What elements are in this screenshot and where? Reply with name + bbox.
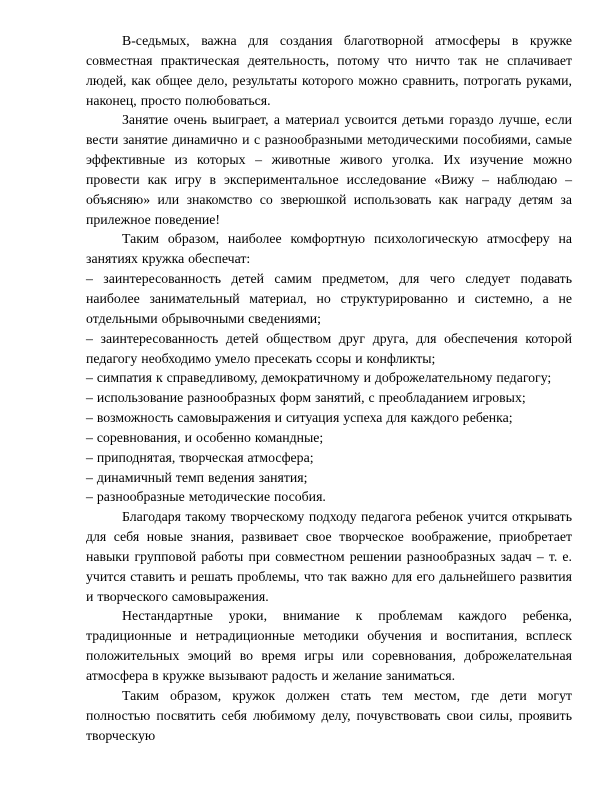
list-item: – динамичный темп ведения занятия; <box>86 469 308 485</box>
paragraph: Таким образом, наиболее комфортную психологическую атмосферу на занятиях кружка обеспечат: <box>86 231 572 267</box>
paragraph: В-седьмых, важна для создания благотворной атмосферы в кружке совместная практическая деятельность, потому что ничто так не сплачивает людей, как общее дело, результаты которого можно сравнить, потрогать руками, наконец, просто полюбоваться. <box>86 33 572 108</box>
list-item: – заинтересованность детей обществом друг друга, для обеспечения которой педагогу необходимо умело пресекать ссоры и конфликты; <box>86 330 572 366</box>
paragraph: Занятие очень выиграет, а материал усвоится детьми гораздо лучше, если вести занятие динамично и с разнообразными методическими пособиями, самые эффективные из которых – животные живого уголка. Их изучение можно провести как игру в экспериментальное исследование «Вижу – наблюдаю – объясняю» или знакомство со зверюшкой использовать как награду детям за прилежное поведение! <box>86 112 572 227</box>
document-body <box>86 31 572 745</box>
list-item: – возможность самовыражения и ситуация успеха для каждого ребенка; <box>86 410 513 426</box>
paragraph: Благодаря такому творческому подходу педагога ребенок учится открывать для себя новые знания, развивает свое творческое воображение, приобретает навыки групповой работы при совместном решении разнообразных задач – т. е. учится ставить и решать проблемы, что так важно для его дальнейшего развития и творческого самовыражения. <box>86 509 572 604</box>
list-item: – соревнования, и особенно командные; <box>86 429 324 445</box>
list-item: – использование разнообразных форм занятий, с преобладанием игровых; <box>86 390 526 406</box>
list-item: – заинтересованность детей самим предметом, для чего следует подавать наиболее занимательный материал, но структурированно и системно, а не отдельными обрывочными сведениями; <box>86 271 572 326</box>
list-item: – разнообразные методические пособия. <box>86 489 326 505</box>
list-item: – симпатия к справедливому, демократичному и доброжелательному педагогу; <box>86 370 552 386</box>
paragraph: Таким образом, кружок должен стать тем местом, где дети могут полностью посвятить себя любимому делу, почувствовать свои силы, проявить творческую <box>86 687 572 743</box>
list-item: – приподнятая, творческая атмосфера; <box>86 449 314 465</box>
paragraph: Нестандартные уроки, внимание к проблемам каждого ребенка, традиционные и нетрадиционные методики обучения и воспитания, всплеск положительных эмоций во время игры или соревнования, доброжелательная атмосфера в кружке вызывают радость и желание заниматься. <box>86 608 572 683</box>
